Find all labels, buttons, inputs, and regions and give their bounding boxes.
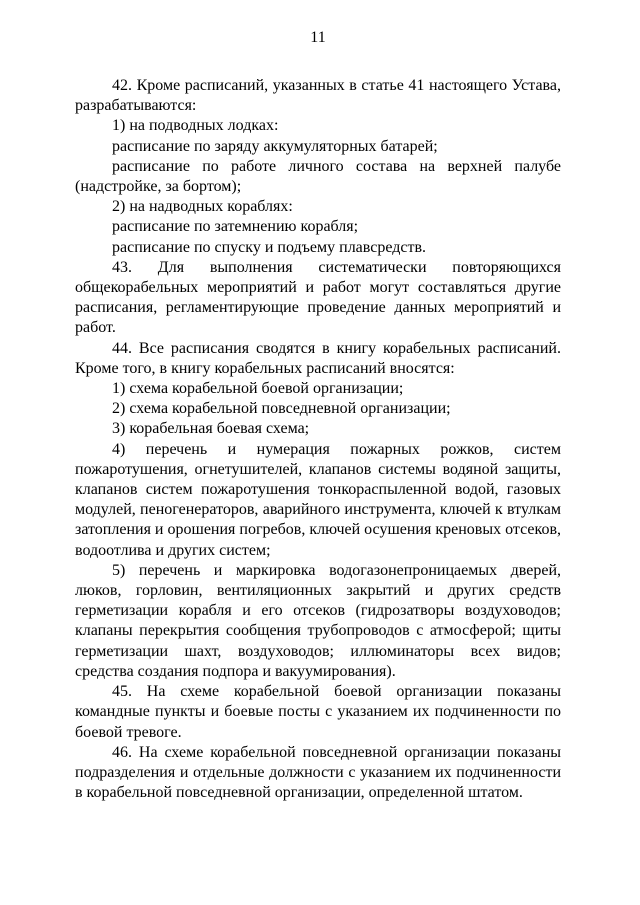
paragraph-46: 46. На схеме корабельной повседневной организации показаны подразделения и отдельные должности с указанием их подчиненности в корабельной повседневной организации, определенной штатом. (75, 743, 561, 802)
list-item-blackout: расписание по затемнению корабля; (112, 218, 359, 236)
page-number: 11 (310, 29, 326, 46)
list-item-boat-launching: расписание по спуску и подъему плавсредств. (112, 238, 427, 256)
list-item-watertight-doors: 5) перечень и маркировка водогазонепроницаемых дверей, люков, горловин, вентиляционных закрытий и других средств герметизации корабля и его отсеков (гидрозатворы воздуховодов; клапаны перекрытия сообщения трубопроводов с атмосферой; щиты герметизации шахт, воздуховодов; иллюминаторы всех видов; средства создания подпора и вакуумирования). (75, 561, 561, 680)
paragraph-44: 44. Все расписания сводятся в книгу корабельных расписаний. Кроме того, в книгу корабельных расписаний вносятся: (75, 339, 561, 377)
paragraph-43: 43. Для выполнения систематически повторяющихся общекорабельных мероприятий и работ могут составляться другие расписания, регламентирующие проведение данных мероприятий и работ. (75, 258, 561, 337)
document-page (75, 28, 561, 803)
list-item-daily-organization: 2) схема корабельной повседневной организации; (112, 400, 451, 418)
document-body (75, 76, 561, 803)
list-item-combat-organization: 1) схема корабельной боевой организации; (112, 380, 404, 398)
list-item-battery-charging: расписание по заряду аккумуляторных батарей; (112, 137, 438, 155)
list-item-fire-hydrants: 4) перечень и нумерация пожарных рожков, систем пожаротушения, огнетушителей, клапанов системы водяной защиты, клапанов систем пожаротушения тонкораспыленной водой, газовых модулей, пеногенераторов, аварийного инструмента, ключей к втулкам затопления и орошения погребов, ключей осушения креновых отсеков, водоотлива и других систем; (75, 440, 561, 559)
list-item-upper-deck-work: расписание по работе личного состава на верхней палубе (надстройке, за бортом); (75, 157, 561, 196)
list-item-submarines: 1) на подводных лодках: (112, 117, 279, 135)
list-item-surface-ships: 2) на надводных кораблях: (112, 198, 293, 216)
paragraph-42: 42. Кроме расписаний, указанных в статье 41 настоящего Устава, разрабатываются: (75, 77, 561, 115)
paragraph-45: 45. На схеме корабельной боевой организации показаны командные пункты и боевые посты с указанием их подчиненности по боевой тревоге. (75, 683, 561, 741)
list-item-combat-scheme: 3) корабельная боевая схема; (112, 420, 310, 438)
